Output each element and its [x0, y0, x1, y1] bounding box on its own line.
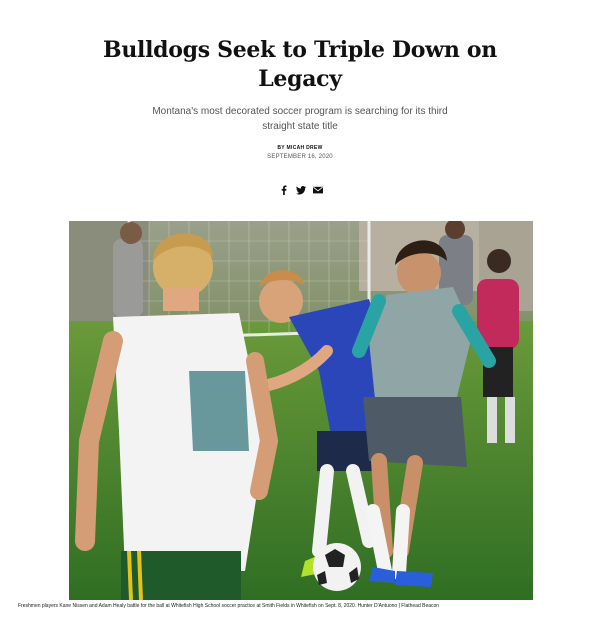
email-share-button[interactable]: [312, 184, 324, 196]
headline: Bulldogs Seek to Triple Down on Legacy: [103, 37, 497, 92]
share-bar: [278, 184, 324, 196]
publish-date: SEPTEMBER 16, 2020: [267, 154, 333, 160]
byline[interactable]: BY MICAH DREW: [277, 145, 323, 151]
article-dek: Montana's most decorated soccer program is searching for its third straight state title: [152, 106, 448, 132]
soccer-practice-photo: [69, 221, 533, 600]
facebook-icon: [278, 184, 290, 196]
facebook-share-button[interactable]: [278, 184, 290, 196]
lead-photo[interactable]: [69, 221, 533, 600]
photo-caption: Freshmen players Kane Nissen and Adam Healy battle for the ball at Whitefish High School soccer practice at Smith Fields in Whitefish on Sept. 8, 2020. Hunter D'Antuono | Flathead Beacon: [18, 603, 440, 609]
email-icon: [312, 184, 324, 196]
twitter-icon: [295, 184, 307, 196]
twitter-share-button[interactable]: [295, 184, 307, 196]
